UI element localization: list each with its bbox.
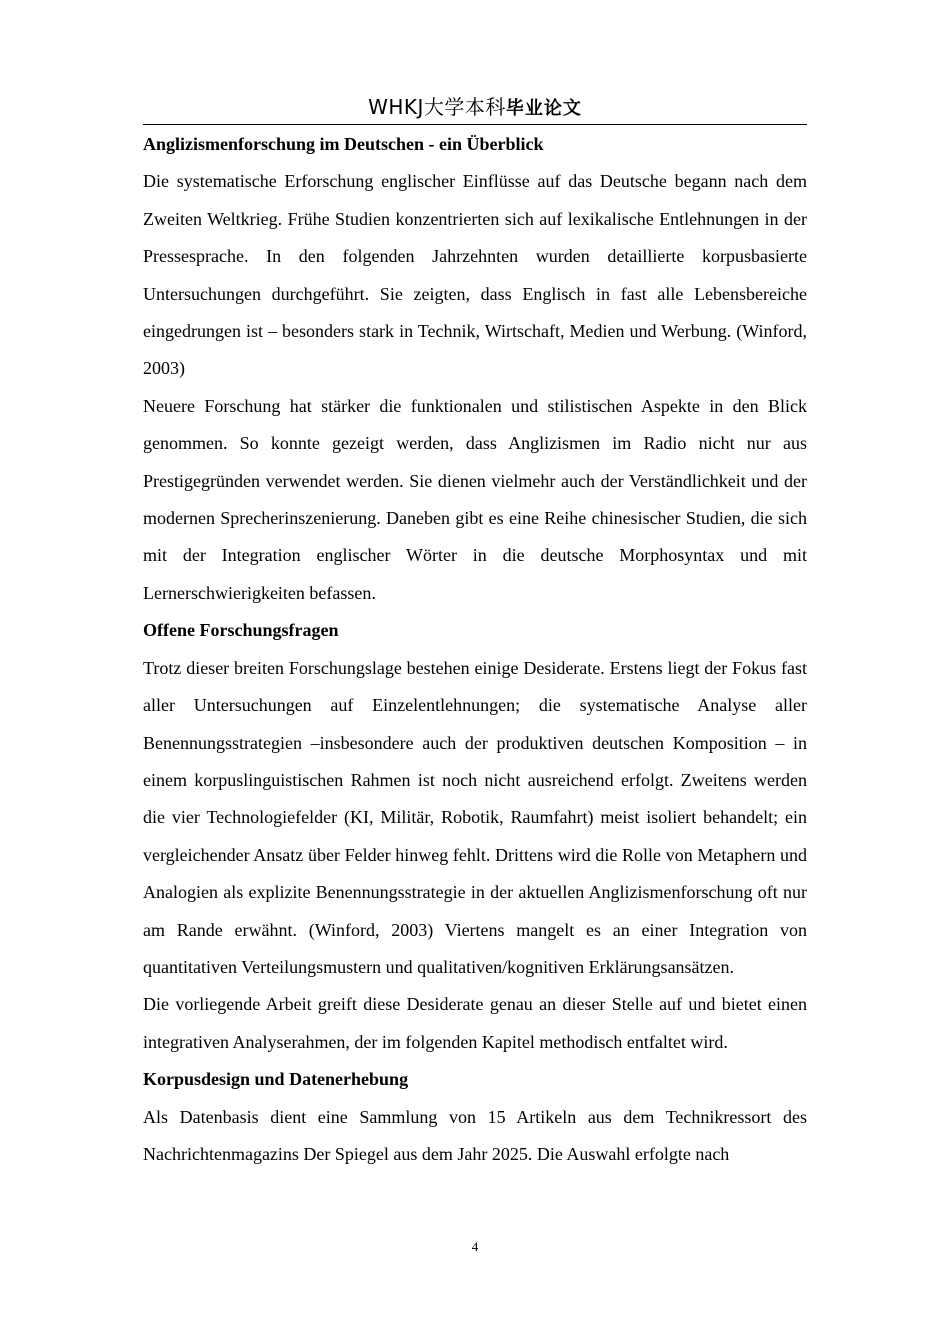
paragraph: Als Datenbasis dient eine Sammlung von 15 Artikeln aus dem Technikressort des Nachrichtenmagazins Der Spiegel aus dem Jahr 2025. Die Auswahl erfolgte nach xyxy=(143,1106,807,1164)
page-number: 4 xyxy=(471,1239,479,1254)
header-title-suffix: 毕业论文 xyxy=(505,98,582,119)
header-title-prefix: WHKJ大学本科 xyxy=(368,95,506,119)
section-heading-corpus-design: Korpusdesign und Datenerhebung xyxy=(143,1069,409,1090)
paragraph: Die systematische Erforschung englischer Einflüsse auf das Deutsche begann nach dem Zweiten Weltkrieg. Frühe Studien konzentrierten sich auf lexikalische Entlehnungen in der Pressesprache. In den folgenden Jahrzehnten wurden detaillierte korpusbasierte Untersuchungen durchgeführt. Sie zeigten, dass Englisch in fast alle Lebensbereiche eingedrungen ist – besonders stark in Technik, Wirtschaft, Medien und Werbung. (Winford, 2003) xyxy=(143,171,807,379)
section-heading-overview: Anglizismenforschung im Deutschen - ein Überblick xyxy=(143,134,544,154)
paragraph: Die vorliegende Arbeit greift diese Desiderate genau an dieser Stelle auf und bietet einen integrativen Analyserahmen, der im folgenden Kapitel methodisch entfaltet wird. xyxy=(143,994,807,1052)
document-body xyxy=(143,126,807,1173)
paragraph: Trotz dieser breiten Forschungslage bestehen einige Desiderate. Erstens liegt der Fokus fast aller Untersuchungen auf Einzelentlehnungen; die systematische Analyse aller Benennungsstrategien –insbesondere auch der produktiven deutschen Komposition – in einem korpuslinguistischen Rahmen ist noch nicht ausreichend erfolgt. Zweitens werden die vier Technologiefelder (KI, Militär, Robotik, Raumfahrt) meist isoliert behandelt; ein vergleichender Ansatz über Felder hinweg fehlt. Drittens wird die Rolle von Metaphern und Analogien als explizite Benennungsstrategie in der aktuellen Anglizismenforschung oft nur am Rande erwähnt. (Winford, 2003) Viertens mangelt es an einer Integration von quantitativen Verteilungsmustern und qualitativen/kognitiven Erklärungsansätzen. xyxy=(143,657,807,977)
page-header xyxy=(143,92,807,125)
section-heading-open-questions: Offene Forschungsfragen xyxy=(143,620,339,641)
paragraph: Neuere Forschung hat stärker die funktionalen und stilistischen Aspekte in den Blick genommen. So konnte gezeigt werden, dass Anglizismen im Radio nicht nur aus Prestigegründen verwendet werden. Sie dienen vielmehr auch der Verständlichkeit und der modernen Sprecherinszenierung. Daneben gibt es eine Reihe chinesischer Studien, die sich mit der Integration englischer Wörter in die deutsche Morphosyntax und mit Lernerschwierigkeiten befassen. xyxy=(143,395,807,603)
header-title xyxy=(368,95,582,119)
